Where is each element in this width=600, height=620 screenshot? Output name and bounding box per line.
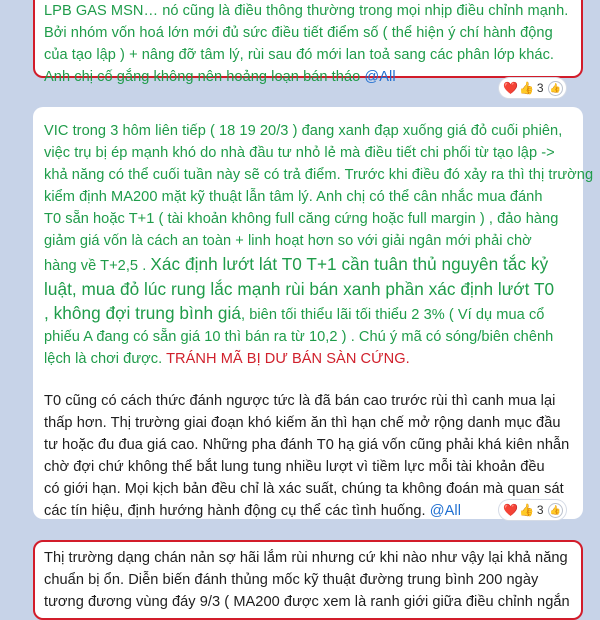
mention-all-link[interactable]: @All: [429, 503, 461, 519]
mention-all-link[interactable]: @All: [364, 69, 396, 85]
message-line: thấp hơn. Thị trường giai đoạn khó kiếm ăn thì hạn chế mở rộng danh mục đầu: [44, 415, 561, 431]
message-bubble-3: [33, 540, 583, 620]
message-line: LPB GAS MSN… nó cũng là điều thông thường trong mọi nhịp điều chỉnh mạnh.: [44, 3, 569, 19]
message-line: tư hoặc đu đua giá cao. Những pha đánh T0 hạ giá vốn cũng phải khá kiên nhẫn: [44, 437, 570, 453]
message-line: Bởi nhóm vốn hoá lớn mới đủ sức điều tiết điểm số ( thể hiện ý chí hành động: [44, 25, 553, 41]
message-line: T0 cũng có cách thức đánh ngược tức là đã bán cao trước rùi thì canh mua lại: [44, 393, 556, 409]
heart-icon: ❤️: [503, 503, 518, 517]
thumbs-up-icon: 👍: [518, 81, 534, 95]
message-bubble-2: [33, 107, 594, 519]
message-line: Anh chị cố gắng không nên hoảng loạn bán tháo @All: [44, 69, 396, 85]
message-line: chuẩn bị ổn. Diễn biến đánh thủng mốc kỹ thuật đường trung bình 200 ngày: [44, 572, 539, 588]
message-line: chờ đợi chứ không thể bắt lung tung nhiều lượt vì tiềm lực mỗi tài khoản đều: [44, 459, 545, 475]
reaction-bar-2[interactable]: [499, 500, 566, 520]
message-line: giảm giá vốn là cách an toàn + linh hoạt hơn so với giải ngân mới phải chờ: [44, 233, 532, 249]
message-line: phiếu A đang có sẵn giá 10 thì bán ra từ 10,2 ) . Chú ý mã có sóng/biên chênh: [44, 329, 554, 345]
message-line: kiểm định MA200 mặt kỹ thuật lẫn tâm lý. Anh chị có thể cân nhắc mua đánh: [44, 189, 543, 205]
message-line: lệch là chơi được. TRÁNH MÃ BỊ DƯ BÁN SÀN CỨNG.: [44, 351, 410, 367]
reaction-count: 3: [536, 503, 544, 517]
reaction-count: 3: [536, 81, 544, 95]
message-line: khả năng có thể cuối tuần này sẽ có trả điểm. Trước khi điều đó xảy ra thì thị trường: [44, 167, 594, 183]
reaction-bar-1[interactable]: [499, 78, 566, 98]
warning-text: TRÁNH MÃ BỊ DƯ BÁN SÀN CỨNG.: [166, 351, 410, 367]
message-line: có giới hạn. Mọi kịch bản đều chỉ là xác suất, chúng ta không đoán mà quan sát: [44, 481, 564, 497]
message-line: Thị trường dạng chán nản sợ hãi lắm rùi nhưng cứ khi nào như vậy lại khả năng: [44, 550, 568, 566]
message-line: , không đợi trung bình giá, biên tối thiểu lãi tối thiểu 2 3% ( Ví dụ mua cổ: [44, 303, 545, 323]
message-line: các tín hiệu, định hướng hành động cụ thể các tình huống. @All: [44, 503, 461, 519]
message-line: T0 sẵn hoặc T+1 ( tài khoản không full căng cứng hoặc full margin ) , đảo hàng: [44, 211, 559, 227]
like-button-icon[interactable]: 👍: [548, 503, 563, 518]
like-button-icon[interactable]: 👍: [548, 81, 563, 96]
heart-icon: ❤️: [503, 81, 518, 95]
thumbs-up-icon: 👍: [518, 503, 534, 517]
emphasis-line: luật, mua đỏ lúc rung lắc mạnh rùi bán xanh phần xác định lướt T0: [44, 279, 555, 299]
message-line: VIC trong 3 hôm liên tiếp ( 18 19 20/3 ) đang xanh đạp xuống giá đỏ cuối phiên,: [44, 123, 563, 139]
message-line: hàng về T+2,5 . Xác định lướt lát T0 T+1 cần tuân thủ nguyên tắc kỷ: [44, 254, 549, 274]
message-line: của tạo lập ) + nâng đỡ tâm lý, rùi sau đó mới lan toả sang các phân lớp khác.: [44, 47, 555, 63]
message-bubble-1: [33, 0, 583, 85]
message-line: tương đương vùng đáy 9/3 ( MA200 được xem là ranh giới giữa điều chỉnh ngắn: [44, 594, 570, 610]
emphasis-text: , không đợi trung bình giá: [44, 303, 241, 323]
emphasis-text: Xác định lướt lát T0 T+1 cần tuân thủ nguyên tắc kỷ: [150, 254, 549, 274]
message-line: việc trụ bị ép mạnh khó do nhà đầu tư nhỏ lẻ mà điều tiết chi phối từ tạo lập ->: [44, 145, 555, 161]
